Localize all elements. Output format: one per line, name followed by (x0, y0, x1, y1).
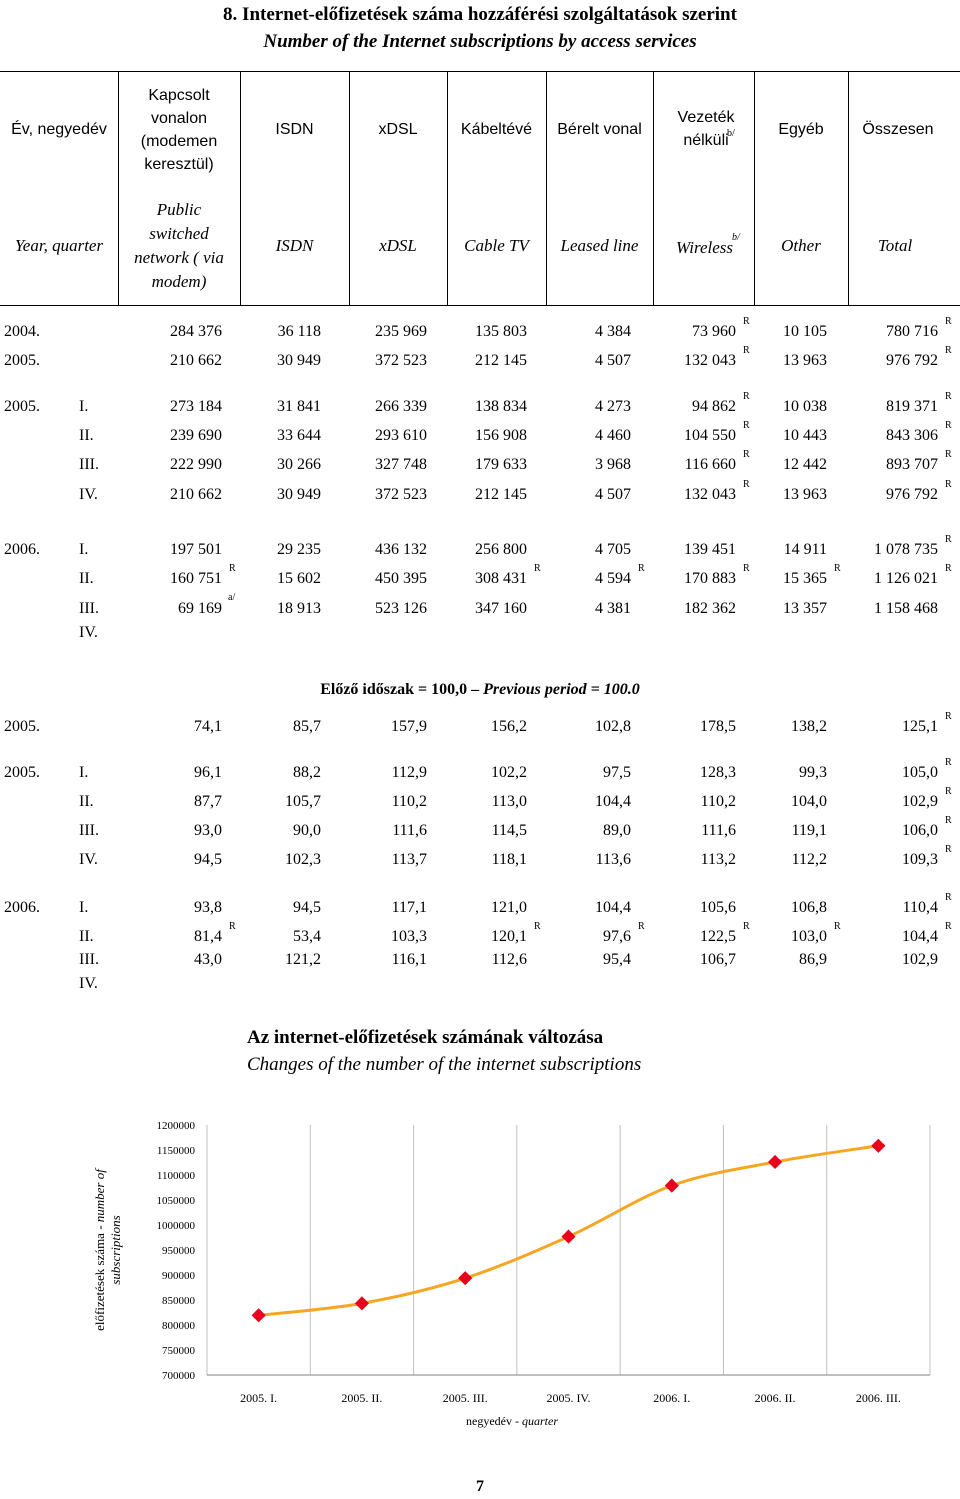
table-cell: 43,0 (194, 951, 222, 968)
table-cell: 36 118 (277, 323, 321, 340)
table-row (0, 844, 960, 875)
y-tick-label: 750000 (162, 1345, 195, 1357)
row-year: 2006. (4, 541, 40, 558)
table-row (0, 786, 960, 817)
col-header-total-hu: Összesen (862, 120, 934, 138)
table-cell: 327 748 (375, 456, 427, 473)
table-row (0, 892, 960, 923)
data-point (871, 1139, 885, 1153)
data-point (355, 1296, 369, 1310)
table-cell: 114,5 (491, 822, 527, 839)
footnote-b-mark: b/ (727, 128, 735, 139)
table-cell: 121,2 (285, 951, 321, 968)
footnote-b-mark-en: b/ (732, 232, 740, 243)
table-cell: 273 184 (170, 398, 222, 415)
table-cell: 13 357 (783, 600, 827, 617)
table-cell: 132 043 (684, 352, 736, 369)
revised-mark: R (743, 921, 750, 932)
y-tick-label: 700000 (162, 1370, 195, 1382)
table-cell: 235 969 (375, 323, 427, 340)
y-tick-label: 850000 (162, 1295, 195, 1307)
index-section-title: Előző időszak = 100,0 – Previous period = 100.0 (320, 681, 640, 698)
table-cell: 132 043 (684, 486, 736, 503)
table-cell: 86,9 (799, 951, 827, 968)
table-cell: 523 126 (375, 600, 427, 617)
table-cell: 106,8 (791, 899, 827, 916)
revised-mark: R (945, 534, 952, 545)
table-cell: 89,0 (603, 822, 631, 839)
table-cell: 128,3 (700, 764, 736, 781)
x-tick-label: 2005. III. (442, 1391, 488, 1405)
table-cell: 104,4 (595, 899, 631, 916)
revised-mark: R (743, 479, 750, 490)
x-tick-label: 2005. I. (240, 1391, 278, 1405)
table-cell: 31 841 (277, 398, 321, 415)
row-quarter: III. (79, 951, 99, 968)
revised-mark: R (743, 316, 750, 327)
revised-mark: R (945, 479, 952, 490)
table-cell: 125,1 (902, 718, 938, 735)
table-cell: 10 105 (783, 323, 827, 340)
table-cell: 13 963 (783, 486, 827, 503)
table-cell: 284 376 (170, 323, 222, 340)
table-row (0, 420, 960, 451)
table-cell: 4 594 (595, 570, 631, 587)
row-quarter: II. (79, 793, 94, 810)
table-cell: 976 792 (886, 352, 938, 369)
table-cell: 33 644 (277, 427, 321, 444)
table-cell: 157,9 (391, 718, 427, 735)
y-tick-label: 1050000 (156, 1195, 195, 1207)
col-header-total-en: Total (877, 236, 913, 255)
table-cell: 266 339 (375, 398, 427, 415)
table-cell: 843 306 (886, 427, 938, 444)
table-cell: 113,2 (700, 851, 736, 868)
table-cell: 160 751 (170, 570, 222, 587)
table-cell: 197 501 (170, 541, 222, 558)
table-cell: 29 235 (277, 541, 321, 558)
row-quarter: III. (79, 600, 99, 617)
table-cell: 1 078 735 (874, 541, 938, 558)
row-quarter: IV. (79, 486, 98, 503)
table-cell: 106,0 (902, 822, 938, 839)
table-cell: 13 963 (783, 352, 827, 369)
table-cell: 94,5 (194, 851, 222, 868)
x-tick-label: 2006. III. (855, 1391, 901, 1405)
table-cell: 30 266 (277, 456, 321, 473)
revised-mark: R (945, 391, 952, 402)
table-cell: 102,9 (902, 793, 938, 810)
table-cell: 4 705 (595, 541, 631, 558)
table-cell: 15 365 (783, 570, 827, 587)
data-point (768, 1155, 782, 1169)
table-row (0, 316, 960, 347)
row-quarter: II. (79, 928, 94, 945)
x-tick-label: 2006. I. (653, 1391, 691, 1405)
table-cell: 113,7 (391, 851, 427, 868)
revised-mark: R (945, 316, 952, 327)
row-quarter: I. (79, 764, 89, 781)
row-year: 2005. (4, 718, 40, 735)
col-header-wireless-en: Wireless (676, 238, 733, 257)
table-cell: 780 716 (886, 323, 938, 340)
table-cell: 99,3 (799, 764, 827, 781)
col-header-leased-hu: Bérelt vonal (557, 120, 642, 138)
table-row (0, 624, 960, 648)
y-tick-label: 900000 (162, 1270, 195, 1282)
table-cell: 450 395 (375, 570, 427, 587)
revised-mark: R (638, 563, 645, 574)
table-cell: 4 384 (595, 323, 631, 340)
table-cell: 97,6 (603, 928, 631, 945)
table-cell: 104 550 (684, 427, 736, 444)
x-tick-label: 2006. II. (754, 1391, 796, 1405)
table-cell: 15 602 (277, 570, 321, 587)
x-tick-label: 2005. IV. (546, 1391, 591, 1405)
table-cell: 112,2 (791, 851, 827, 868)
row-quarter: III. (79, 822, 99, 839)
table-cell: 893 707 (886, 456, 938, 473)
table-cell: 116 660 (684, 456, 736, 473)
revised-mark: R (229, 563, 236, 574)
table-cell: 95,4 (603, 951, 631, 968)
table-cell: 222 990 (170, 456, 222, 473)
table-cell: 112,9 (391, 764, 427, 781)
y-tick-label: 1100000 (156, 1170, 195, 1182)
row-quarter: IV. (79, 624, 98, 641)
table-cell: 113,0 (491, 793, 527, 810)
table-cell: 103,3 (391, 928, 427, 945)
table-row (0, 534, 960, 565)
revised-mark: R (743, 420, 750, 431)
col-header-other-en: Other (781, 236, 821, 255)
revised-mark: R (743, 345, 750, 356)
page-subtitle: Number of the Internet subscriptions by access services (263, 31, 697, 52)
table-cell: 135 803 (475, 323, 527, 340)
revised-mark: R (945, 757, 952, 768)
y-tick-label: 950000 (162, 1245, 195, 1257)
table-cell: 118,1 (491, 851, 527, 868)
y-tick-label: 1150000 (156, 1145, 195, 1157)
row-quarter: IV. (79, 851, 98, 868)
footnote-a-mark: a/ (228, 592, 236, 603)
row-quarter: IV. (79, 975, 98, 992)
table-cell: 308 431 (475, 570, 527, 587)
table-row (0, 563, 960, 594)
table-cell: 53,4 (293, 928, 321, 945)
x-tick-label: 2005. II. (341, 1391, 383, 1405)
table-cell: 102,8 (595, 718, 631, 735)
table-cell: 182 362 (684, 600, 736, 617)
data-point (561, 1230, 575, 1244)
page-title: 8. Internet-előfizetések száma hozzáférési szolgáltatások szerint (223, 4, 737, 25)
col-header-isdn-hu: ISDN (275, 120, 314, 138)
table-cell: 94 862 (692, 398, 736, 415)
revised-mark: R (945, 563, 952, 574)
revised-mark: R (945, 921, 952, 932)
table-cell: 74,1 (194, 718, 222, 735)
revised-mark: R (945, 844, 952, 855)
table-row (0, 921, 960, 952)
table-row (0, 975, 960, 999)
table-cell: 4 460 (595, 427, 631, 444)
table-cell: 94,5 (293, 899, 321, 916)
revised-mark: R (945, 449, 952, 460)
table-cell: 4 273 (595, 398, 631, 415)
table-cell: 210 662 (170, 352, 222, 369)
table-cell: 105,6 (700, 899, 736, 916)
row-year: 2006. (4, 899, 40, 916)
row-quarter: I. (79, 899, 89, 916)
col-header-cabletv-hu: Kábeltévé (460, 120, 533, 138)
table-cell: 105,7 (285, 793, 321, 810)
table-cell: 4 381 (595, 600, 631, 617)
header-bottom-rule (0, 305, 960, 306)
table-cell: 372 523 (375, 352, 427, 369)
table-cell: 30 949 (277, 352, 321, 369)
table-cell: 4 507 (595, 486, 631, 503)
table-cell: 85,7 (293, 718, 321, 735)
x-axis-label: negyedév - quarter (466, 1414, 558, 1428)
header-top-rule (0, 71, 960, 72)
table-cell: 109,3 (902, 851, 938, 868)
revised-mark: R (945, 786, 952, 797)
table-cell: 104,4 (902, 928, 938, 945)
table-cell: 1 158 468 (874, 600, 938, 617)
data-point (458, 1271, 472, 1285)
table-cell: 102,9 (902, 951, 938, 968)
table-cell: 4 507 (595, 352, 631, 369)
table-cell: 14 911 (783, 541, 827, 558)
table-cell: 212 145 (475, 352, 527, 369)
table-cell: 239 690 (170, 427, 222, 444)
table-cell: 102,3 (285, 851, 321, 868)
row-quarter: II. (79, 427, 94, 444)
table-cell: 69 169 (178, 600, 222, 617)
revised-mark: R (638, 921, 645, 932)
table-cell: 102,2 (491, 764, 527, 781)
row-quarter: I. (79, 541, 89, 558)
table-row (0, 449, 960, 480)
table-cell: 120,1 (491, 928, 527, 945)
table-cell: 156,2 (491, 718, 527, 735)
revised-mark: R (743, 449, 750, 460)
table-cell: 117,1 (391, 899, 427, 916)
y-tick-label: 1000000 (156, 1220, 195, 1232)
table-cell: 819 371 (886, 398, 938, 415)
revised-mark: R (534, 921, 541, 932)
row-year: 2005. (4, 352, 40, 369)
col-header-xdsl-hu: xDSL (378, 120, 418, 138)
row-quarter: I. (79, 398, 89, 415)
table-row (0, 815, 960, 846)
table-cell: 97,5 (603, 764, 631, 781)
revised-mark: R (534, 563, 541, 574)
table-cell: 112,6 (491, 951, 527, 968)
table-cell: 347 160 (475, 600, 527, 617)
y-tick-label: 800000 (162, 1320, 195, 1332)
revised-mark: R (229, 921, 236, 932)
table-cell: 96,1 (194, 764, 222, 781)
revised-mark: R (743, 391, 750, 402)
table-row (0, 345, 960, 376)
table-cell: 3 968 (595, 456, 631, 473)
row-year: 2004. (4, 323, 40, 340)
table-row (0, 757, 960, 788)
page-number: 7 (476, 1478, 484, 1495)
table-cell: 93,0 (194, 822, 222, 839)
row-quarter: III. (79, 456, 99, 473)
col-header-year-hu: Év, negyedév (11, 120, 107, 138)
table-cell: 976 792 (886, 486, 938, 503)
revised-mark: R (834, 921, 841, 932)
col-header-wireless-hu: Vezeték nélküli (677, 109, 735, 149)
table-cell: 10 443 (783, 427, 827, 444)
row-year: 2005. (4, 398, 40, 415)
col-header-isdn-en: ISDN (275, 236, 314, 255)
table-cell: 93,8 (194, 899, 222, 916)
table-cell: 105,0 (902, 764, 938, 781)
row-quarter: II. (79, 570, 94, 587)
row-year: 2005. (4, 764, 40, 781)
table-cell: 122,5 (700, 928, 736, 945)
col-header-leased-en: Leased line (560, 236, 639, 255)
col-divider (118, 71, 119, 305)
table-cell: 436 132 (375, 541, 427, 558)
y-tick-label: 1200000 (156, 1120, 195, 1132)
table-cell: 90,0 (293, 822, 321, 839)
revised-mark: R (945, 420, 952, 431)
table-cell: 111,6 (392, 822, 427, 839)
table-cell: 256 800 (475, 541, 527, 558)
table-cell: 30 949 (277, 486, 321, 503)
table-cell: 18 913 (277, 600, 321, 617)
table-cell: 212 145 (475, 486, 527, 503)
table-cell: 113,6 (595, 851, 631, 868)
table-cell: 12 442 (783, 456, 827, 473)
col-divider (653, 71, 654, 305)
col-header-modem-en: Public switched network ( via modem) (134, 200, 224, 291)
table-row (0, 391, 960, 422)
table-cell: 110,2 (700, 793, 736, 810)
data-point (252, 1308, 266, 1322)
table-row (0, 951, 960, 975)
table-cell: 293 610 (375, 427, 427, 444)
revised-mark: R (743, 563, 750, 574)
table-cell: 138,2 (791, 718, 827, 735)
col-header-year-en: Year, quarter (14, 236, 104, 255)
revised-mark: R (945, 815, 952, 826)
table-cell: 121,0 (491, 899, 527, 916)
col-header-modem-hu: Kapcsolt vonalon (modemen keresztül) (140, 87, 218, 173)
line-chart (0, 1100, 960, 1440)
table-cell: 73 960 (692, 323, 736, 340)
table-cell: 119,1 (791, 822, 827, 839)
table-row (0, 592, 960, 624)
table-cell: 111,6 (701, 822, 736, 839)
table-cell: 116,1 (391, 951, 427, 968)
revised-mark: R (945, 345, 952, 356)
table-cell: 106,7 (700, 951, 736, 968)
table-cell: 81,4 (194, 928, 222, 945)
chart-subtitle: Changes of the number of the internet subscriptions (247, 1054, 642, 1075)
data-point (665, 1179, 679, 1193)
table-cell: 87,7 (194, 793, 222, 810)
table-cell: 156 908 (475, 427, 527, 444)
table-cell: 110,4 (902, 899, 938, 916)
revised-mark: R (834, 563, 841, 574)
table-cell: 88,2 (293, 764, 321, 781)
table-cell: 110,2 (391, 793, 427, 810)
y-axis-label: előfizetések száma - number ofsubscriptions (92, 1169, 123, 1331)
table-row (0, 711, 960, 742)
col-header-other-hu: Egyéb (778, 120, 824, 138)
table-cell: 170 883 (684, 570, 736, 587)
table-cell: 138 834 (475, 398, 527, 415)
table-cell: 178,5 (700, 718, 736, 735)
table-cell: 10 038 (783, 398, 827, 415)
table-cell: 139 451 (684, 541, 736, 558)
table-cell: 104,4 (595, 793, 631, 810)
table-cell: 103,0 (791, 928, 827, 945)
revised-mark: R (945, 892, 952, 903)
table-cell: 210 662 (170, 486, 222, 503)
table-cell: 372 523 (375, 486, 427, 503)
table-row (0, 479, 960, 510)
table-cell: 1 126 021 (874, 570, 938, 587)
chart-title: Az internet-előfizetések számának változása (247, 1027, 604, 1048)
col-header-cabletv-en: Cable TV (464, 236, 529, 255)
table-cell: 104,0 (791, 793, 827, 810)
revised-mark: R (945, 711, 952, 722)
col-header-xdsl-en: xDSL (379, 236, 417, 255)
table-cell: 179 633 (475, 456, 527, 473)
